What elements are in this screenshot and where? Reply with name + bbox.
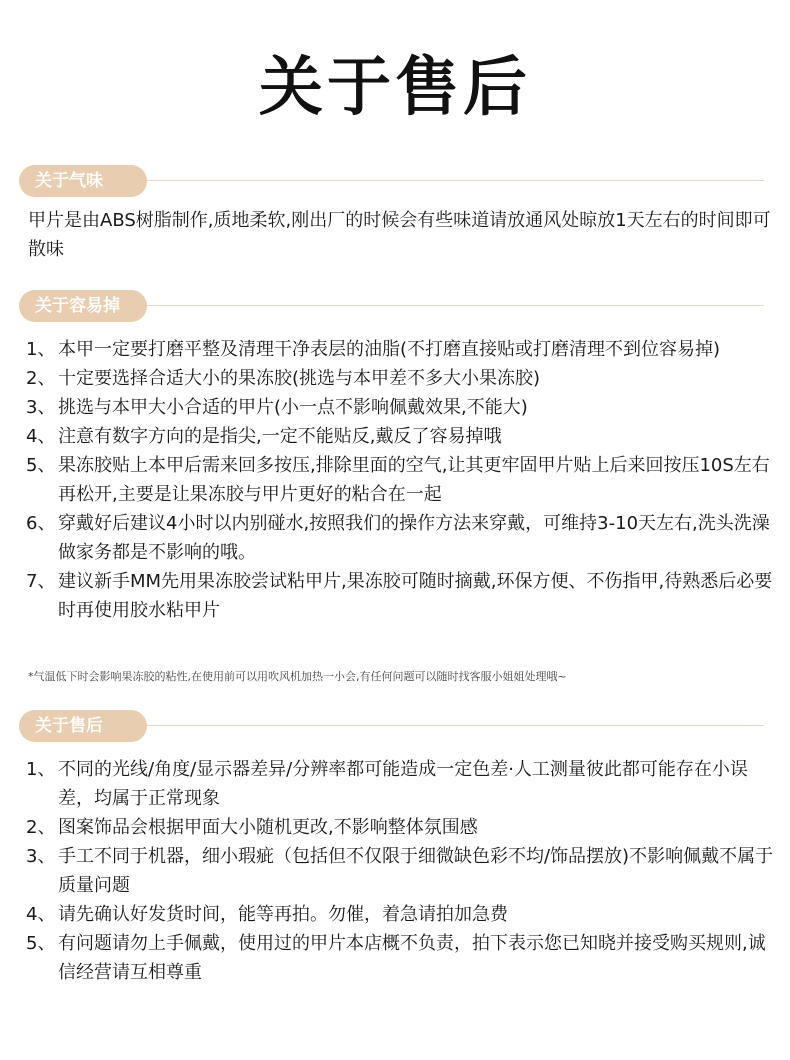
list-item: [26, 393, 776, 422]
section-header-after-sales: [19, 710, 764, 742]
list-item: [26, 842, 776, 900]
list-item-number: 2、: [26, 817, 56, 838]
list-item-text: 请先确认好发货时间，能等再拍。勿催，着急请拍加急费: [58, 904, 508, 925]
list-item-text: 注意有数字方向的是指尖,一定不能贴反,戴反了容易掉哦: [58, 426, 502, 447]
list-item-number: 6、: [26, 513, 56, 534]
list-item: [26, 364, 776, 393]
list-item: [26, 451, 776, 509]
section-heading-pill: 关于容易掉: [19, 290, 147, 322]
section-heading-pill: 关于气味: [19, 165, 147, 197]
section-divider: [147, 305, 764, 306]
list-item-text: 图案饰品会根据甲面大小随机更改,不影响整体氛围感: [58, 817, 478, 838]
list-item-text: 挑选与本甲大小合适的甲片(小一点不影响佩戴效果,不能大): [58, 397, 528, 418]
list-item: [26, 422, 776, 451]
section-header-falling-off: [19, 290, 764, 322]
list-item-number: 5、: [26, 933, 56, 954]
after-sales-list: [26, 755, 776, 987]
list-item-number: 2、: [26, 368, 56, 389]
list-item: [26, 509, 776, 567]
section-heading-pill: 关于售后: [19, 710, 147, 742]
falling-off-list: [26, 335, 776, 625]
list-item-text: 果冻胶贴上本甲后需来回多按压,排除里面的空气,让其更牢固甲片贴上后来回按压10S左右再松开,主要是让果冻胶与甲片更好的粘合在一起: [58, 455, 770, 505]
list-item-text: 建议新手MM先用果冻胶尝试粘甲片,果冻胶可随时摘戴,环保方便、不伤指甲,待熟悉后必要时再使用胶水粘甲片: [58, 571, 773, 621]
list-item-number: 3、: [26, 397, 56, 418]
list-item: [26, 813, 776, 842]
list-item-number: 5、: [26, 455, 56, 476]
list-item-number: 1、: [26, 759, 56, 780]
section-header-smell: [19, 165, 764, 197]
list-item-text: 本甲一定要打磨平整及清理干净表层的油脂(不打磨直接贴或打磨清理不到位容易掉): [58, 339, 721, 360]
list-item-number: 4、: [26, 904, 56, 925]
list-item: [26, 567, 776, 625]
list-item-text: 不同的光线/角度/显示器差异/分辨率都可能造成一定色差·人工测量彼此都可能存在小误差，均属于正常现象: [58, 759, 748, 809]
list-item-number: 3、: [26, 846, 56, 867]
smell-paragraph: 甲片是由ABS树脂制作,质地柔软,刚出厂的时候会有些味道请放通风处晾放1天左右的时间即可散味: [28, 210, 771, 260]
list-item: [26, 900, 776, 929]
glue-temperature-note: *气温低下时会影响果冻胶的粘性,在使用前可以用吹风机加热一小会,有任何问题可以随时找客服小姐姐处理哦~: [28, 670, 567, 683]
list-item: [26, 755, 776, 813]
list-item-number: 7、: [26, 571, 56, 592]
list-item: [26, 929, 776, 987]
list-item-text: 穿戴好后建议4小时以内别碰水,按照我们的操作方法来穿戴，可维持3-10天左右,洗头洗澡做家务都是不影响的哦。: [58, 513, 770, 563]
list-item: [26, 335, 776, 364]
list-item-number: 1、: [26, 339, 56, 360]
page-title: 关于售后: [259, 51, 531, 125]
list-item-text: 有问题请勿上手佩戴，使用过的甲片本店概不负责，拍下表示您已知晓并接受购买规则,诚信经营请互相尊重: [58, 933, 766, 983]
list-item-number: 4、: [26, 426, 56, 447]
list-item-text: 十定要选择合适大小的果冻胶(挑选与本甲差不多大小果冻胶): [58, 368, 541, 389]
section-divider: [147, 180, 764, 181]
list-item-text: 手工不同于机器，细小瑕疵（包括但不仅限于细微缺色彩不均/饰品摆放)不影响佩戴不属于质量问题: [58, 846, 774, 896]
section-divider: [147, 725, 764, 726]
